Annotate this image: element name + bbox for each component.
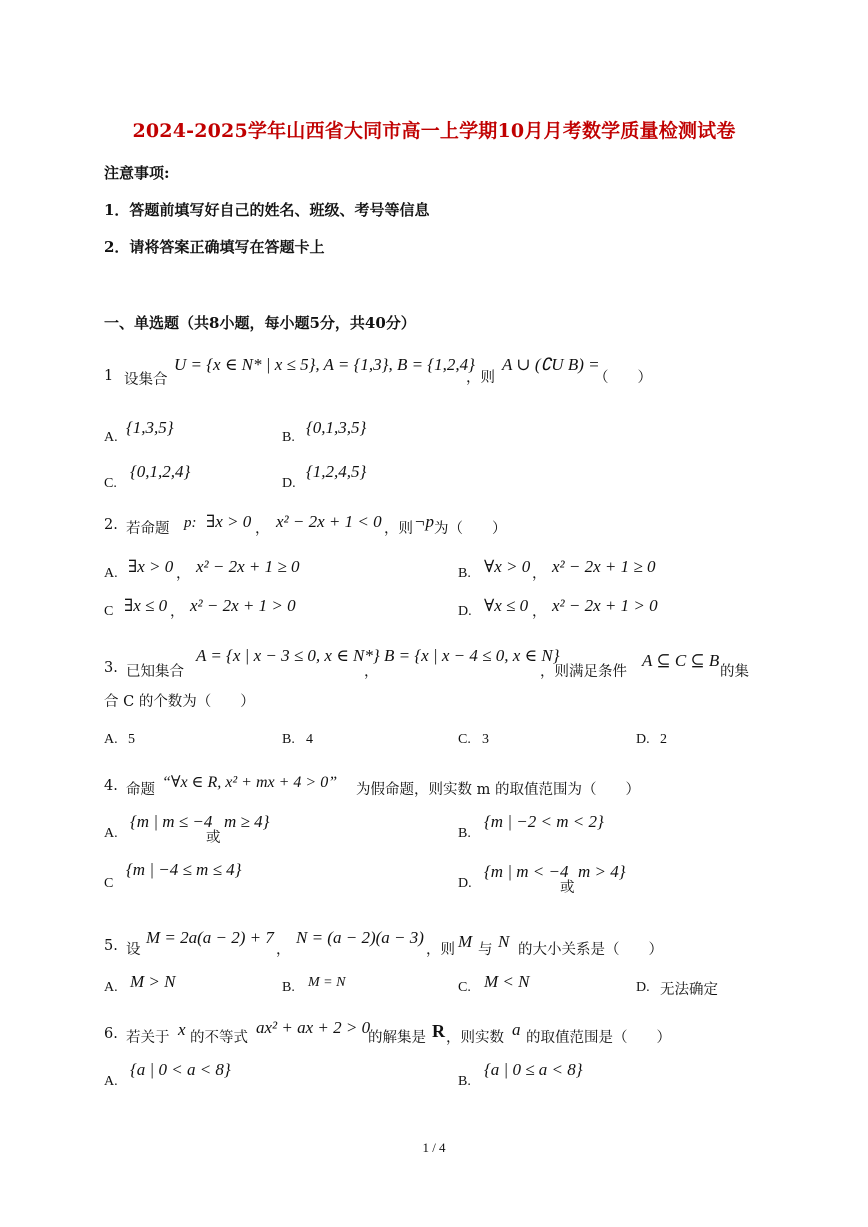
q6-mid3: ，则实数 (446, 1030, 504, 1046)
q5-math-n: N = (a − 2)(a − 3) (296, 928, 424, 947)
q4-option-a-or: 或 (206, 830, 221, 846)
q6-option-b-label: B. (458, 1074, 471, 1089)
q3-option-c-label: C. (458, 732, 471, 747)
q3-number: 3. (104, 660, 118, 676)
q1-math: U = {x ∈ N* | x ≤ 5}, A = {1,3}, B = {1,2,4} (174, 355, 475, 374)
q5-math-m: M = 2a(a − 2) + 7 (146, 928, 274, 947)
q3-cond: A ⊆ C ⊆ B (642, 651, 720, 670)
q4-option-a-label: A. (104, 826, 118, 841)
q4-option-d-or: 或 (560, 880, 575, 896)
q3-option-b-label: B. (282, 732, 295, 747)
q3-tail: 的集 (720, 664, 749, 680)
q2-option-c-m1: ∃x ≤ 0 (124, 596, 168, 615)
q2-p: p: (184, 515, 197, 531)
q2-option-c-label: C (104, 604, 114, 619)
q6-math: ax² + ax + 2 > 0 (256, 1018, 371, 1037)
q5-mid: ，则 (426, 942, 455, 958)
q4-option-d-label: D. (458, 876, 472, 891)
q3-line2: 合 C 的个数为（ ） (104, 694, 255, 710)
q1-option-c: {0,1,2,4} (130, 462, 191, 481)
q2-option-a-m2: x² − 2x + 1 ≥ 0 (196, 557, 300, 576)
q6-option-a-label: A. (104, 1074, 118, 1089)
page-number: 1 / 4 (422, 1140, 446, 1155)
q3-option-d-label: D. (636, 732, 650, 747)
q3-option-c: 3 (482, 732, 489, 747)
q1-prefix: 设集合 (124, 372, 168, 388)
q4-option-b-label: B. (458, 826, 471, 841)
q3-mid: ，则满足条件 (540, 664, 627, 680)
notice-item-2: 2．请将答案正确填写在答题卡上 (104, 238, 325, 256)
q3-option-d: 2 (660, 732, 667, 747)
q6-mid1: 的不等式 (190, 1030, 248, 1046)
q4-number: 4. (104, 778, 118, 794)
q3-math-a: A = {x | x − 3 ≤ 0, x ∈ N*} (196, 646, 380, 665)
q2-option-a-label: A. (104, 566, 118, 581)
q4-option-a-m2: m ≥ 4} (224, 812, 270, 831)
q4-tail: 为假命题，则实数 m 的取值范围为（ ） (356, 782, 640, 798)
q1-mid: ，则 (466, 370, 495, 386)
notice-item-1: 1．答题前填写好自己的姓名、班级、考号等信息 (104, 201, 430, 219)
q5-option-b-label: B. (282, 980, 295, 995)
q1-tail: （ ） (594, 370, 652, 386)
q4-prefix: 命题 (126, 782, 155, 798)
q1-number: 1 (104, 368, 114, 384)
q5-option-a: M > N (130, 972, 176, 991)
q5-option-a-label: A. (104, 980, 118, 995)
q1-option-b: {0,1,3,5} (306, 418, 367, 437)
q2-option-c-m2: x² − 2x + 1 > 0 (190, 596, 296, 615)
q2-option-b-m1: ∀x > 0 (484, 557, 531, 576)
q3-math-b: B = {x | x − 4 ≤ 0, x ∈ N} (384, 646, 560, 665)
q5-n: N (498, 932, 510, 951)
q2-mid: ，则 (384, 521, 413, 537)
q5-tail: 的大小关系是（ ） (518, 942, 663, 958)
q2-option-b-m2: x² − 2x + 1 ≥ 0 (552, 557, 656, 576)
q3-prefix: 已知集合 (126, 664, 184, 680)
q3-option-a: 5 (128, 732, 135, 747)
document-title: 2024-2025学年山西省大同市高一上学期10月月考数学质量检测试卷 (132, 120, 736, 142)
q2-math2: x² − 2x + 1 < 0 (276, 512, 382, 531)
q4-option-c-label: C (104, 876, 114, 891)
q1-expr: A ∪ (∁U B) = (502, 355, 600, 374)
q5-option-b: M = N (308, 975, 346, 990)
q6-mid2: 的解集是 (368, 1030, 426, 1046)
q1-option-c-label: C. (104, 476, 117, 491)
q5-option-d: 无法确定 (660, 982, 718, 998)
q2-math1: ∃x > 0 (206, 512, 252, 531)
q1-option-d-label: D. (282, 476, 296, 491)
q5-option-d-label: D. (636, 980, 650, 995)
q4-option-d-m1: {m | m < −4 (484, 862, 569, 881)
q4-option-d-m2: m > 4} (578, 862, 626, 881)
q5-option-c: M < N (484, 972, 530, 991)
q6-x: x (178, 1020, 186, 1039)
q2-option-d-label: D. (458, 604, 472, 619)
q6-option-a: {a | 0 < a < 8} (130, 1060, 231, 1079)
q6-prefix: 若关于 (126, 1030, 170, 1046)
q2-prefix: 若命题 (126, 521, 170, 537)
q2-option-b-label: B. (458, 566, 471, 581)
q6-tail: 的取值范围是（ ） (526, 1030, 671, 1046)
q4-option-a-m1: {m | m ≤ −4 (130, 812, 213, 831)
q5-and: 与 (478, 942, 493, 958)
section-heading: 一、单选题（共8小题，每小题5分，共40分） (104, 314, 416, 332)
q1-option-a: {1,3,5} (126, 418, 174, 437)
q2-neg: ¬p (414, 512, 434, 531)
q2-option-a-m1: ∃x > 0 (128, 557, 174, 576)
q3-option-b: 4 (306, 732, 313, 747)
q2-option-d-m2: x² − 2x + 1 > 0 (552, 596, 658, 615)
q5-m: M (458, 932, 473, 951)
q2-tail: 为（ ） (434, 521, 507, 537)
q5-prefix: 设 (126, 942, 141, 958)
q4-math: “∀x ∈ R, x² + mx + 4 > 0” (162, 774, 338, 791)
q6-a: a (512, 1020, 521, 1039)
q4-option-b: {m | −2 < m < 2} (484, 812, 604, 831)
q2-option-d-m1: ∀x ≤ 0 (484, 596, 529, 615)
q4-option-c: {m | −4 ≤ m ≤ 4} (126, 860, 242, 879)
q5-option-c-label: C. (458, 980, 471, 995)
q1-option-d: {1,2,4,5} (306, 462, 367, 481)
q2-number: 2. (104, 517, 118, 533)
q1-option-b-label: B. (282, 430, 295, 445)
notice-heading: 注意事项: (104, 164, 170, 182)
q3-option-a-label: A. (104, 732, 118, 747)
q1-option-a-label: A. (104, 430, 118, 445)
q6-option-b: {a | 0 ≤ a < 8} (484, 1060, 583, 1079)
q6-r: R (432, 1021, 445, 1041)
q6-number: 6. (104, 1026, 118, 1042)
q5-number: 5. (104, 938, 118, 954)
